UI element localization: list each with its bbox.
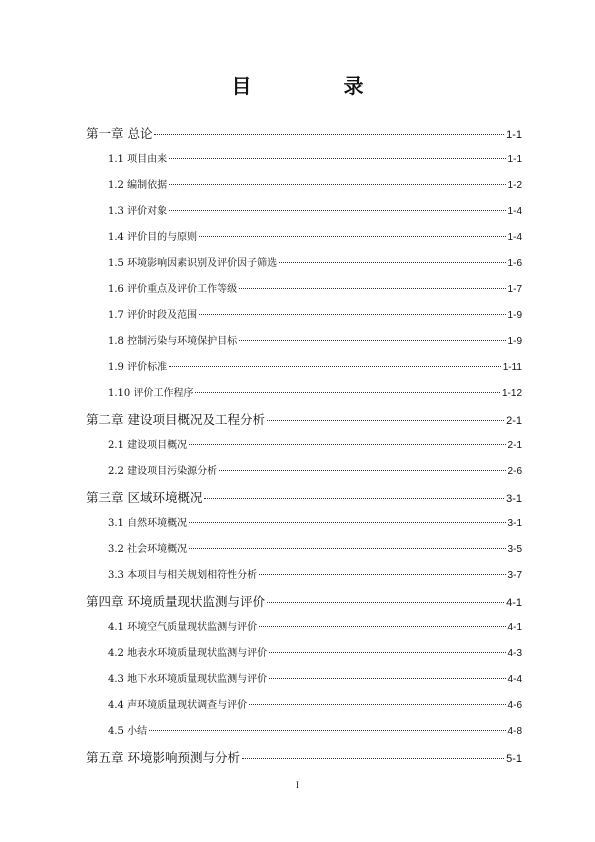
toc-entry-page-number: 4-1: [506, 597, 522, 609]
dot-leader: [189, 548, 505, 549]
toc-entry-label: 4.1 环境空气质量现状监测与评价: [108, 622, 258, 633]
page-title: 目 录: [231, 74, 400, 98]
dot-leader: [154, 134, 504, 135]
toc-entry-page-number: 1-4: [507, 232, 522, 243]
toc-section-entry: [86, 514, 522, 540]
toc-entry-label: 1.9 评价标准: [108, 362, 168, 373]
dot-leader: [169, 184, 505, 185]
toc-entry-page-number: 1-7: [507, 284, 522, 295]
dot-leader: [169, 210, 505, 211]
toc-entry-label: 1.1 项目由来: [108, 154, 168, 165]
toc-section-entry: [86, 254, 522, 280]
toc-entry-page-number: 4-8: [507, 726, 522, 737]
dot-leader: [204, 498, 504, 499]
toc-entry-label: 1.6 评价重点及评价工作等级: [108, 284, 238, 295]
toc-entry-page-number: 3-1: [506, 493, 522, 505]
toc-entry-page-number: 2-1: [507, 440, 522, 451]
toc-entry-label: 3.3 本项目与相关规划相符性分析: [108, 570, 258, 581]
toc-entry-label: 4.4 声环境质量现状调查与评价: [108, 700, 248, 711]
toc-entry-label: 4.3 地下水环境质量现状监测与评价: [108, 674, 268, 685]
dot-leader: [239, 288, 505, 289]
toc-entry-label: 第五章 环境影响预测与分析: [86, 750, 240, 765]
toc-entry-label: 4.5 小结: [108, 726, 148, 737]
toc-section-entry: [86, 670, 522, 696]
toc-entry-page-number: 2-6: [507, 466, 522, 477]
toc-section-entry: [86, 202, 522, 228]
toc-section-entry: [86, 150, 522, 176]
toc-entry-page-number: 1-9: [507, 336, 522, 347]
toc-section-entry: [86, 436, 522, 462]
toc-entry-page-number: 1-11: [502, 362, 522, 373]
toc-chapter-entry: [86, 488, 522, 514]
toc-entry-page-number: 1-1: [506, 129, 522, 141]
toc-entry-label: 1.5 环境影响因素识别及评价因子筛选: [108, 258, 278, 269]
toc-section-entry: [86, 306, 522, 332]
dot-leader: [259, 626, 505, 627]
toc-section-entry: [86, 696, 522, 722]
toc-entry-page-number: 3-5: [507, 544, 522, 555]
toc-chapter-entry: [86, 124, 522, 150]
dot-leader: [242, 758, 504, 759]
toc-entry-label: 第四章 环境质量现状监测与评价: [86, 594, 265, 609]
toc-entry-page-number: 4-4: [507, 674, 522, 685]
toc-section-entry: [86, 384, 522, 410]
dot-leader: [169, 158, 505, 159]
dot-leader: [189, 522, 505, 523]
toc-entry-page-number: 3-1: [507, 518, 522, 529]
toc-entry-page-number: 1-4: [507, 206, 522, 217]
toc-entry-label: 2.1 建设项目概况: [108, 440, 188, 451]
toc-entry-label: 1.8 控制污染与环境保护目标: [108, 336, 238, 347]
page-number-footer: I: [296, 780, 299, 790]
dot-leader: [219, 470, 505, 471]
toc-entry-page-number: 4-3: [507, 648, 522, 659]
dot-leader: [189, 444, 505, 445]
dot-leader: [169, 366, 501, 367]
toc-chapter-entry: [86, 410, 522, 436]
toc-entry-page-number: 1-1: [507, 154, 522, 165]
toc-entry-label: 1.7 评价时段及范围: [108, 310, 198, 321]
toc-entry-label: 1.10 评价工作程序: [108, 388, 194, 399]
toc-entry-label: 3.1 自然环境概况: [108, 518, 188, 529]
toc-entry-page-number: 4-6: [507, 700, 522, 711]
toc-section-entry: [86, 722, 522, 748]
toc-entry-page-number: 4-1: [507, 622, 522, 633]
toc-entry-label: 第三章 区域环境概况: [86, 490, 203, 505]
toc-entry-page-number: 1-2: [507, 180, 522, 191]
toc-entry-label: 第二章 建设项目概况及工程分析: [86, 412, 265, 427]
dot-leader: [199, 314, 505, 315]
dot-leader: [279, 262, 505, 263]
toc-entry-label: 1.2 编制依据: [108, 180, 168, 191]
dot-leader: [267, 602, 504, 603]
toc-section-entry: [86, 566, 522, 592]
toc-entry-page-number: 3-7: [507, 570, 522, 581]
dot-leader: [267, 420, 504, 421]
toc-section-entry: [86, 358, 522, 384]
dot-leader: [259, 574, 505, 575]
dot-leader: [199, 236, 505, 237]
toc-chapter-entry: [86, 592, 522, 618]
toc-entry-page-number: 1-12: [501, 388, 522, 399]
toc-entry-page-number: 5-1: [506, 753, 522, 765]
dot-leader: [249, 704, 505, 705]
dot-leader: [269, 652, 505, 653]
toc-section-entry: [86, 228, 522, 254]
toc-entry-label: 2.2 建设项目污染源分析: [108, 466, 218, 477]
toc-entry-page-number: 1-6: [507, 258, 522, 269]
dot-leader: [269, 678, 505, 679]
dot-leader: [195, 392, 500, 393]
toc-entry-label: 4.2 地表水环境质量现状监测与评价: [108, 648, 268, 659]
toc-entry-label: 3.2 社会环境概况: [108, 544, 188, 555]
toc-section-entry: [86, 176, 522, 202]
toc-section-entry: [86, 644, 522, 670]
dot-leader: [149, 730, 505, 731]
toc-chapter-entry: [86, 748, 522, 774]
toc-section-entry: [86, 280, 522, 306]
toc-entry-label: 1.3 评价对象: [108, 206, 168, 217]
toc-entry-label: 第一章 总论: [86, 126, 153, 141]
toc-section-entry: [86, 618, 522, 644]
dot-leader: [239, 340, 505, 341]
toc-section-entry: [86, 540, 522, 566]
toc-section-entry: [86, 462, 522, 488]
toc-section-entry: [86, 332, 522, 358]
toc-entry-page-number: 1-9: [507, 310, 522, 321]
table-of-contents: [86, 124, 522, 774]
toc-entry-page-number: 2-1: [506, 415, 522, 427]
toc-entry-label: 1.4 评价目的与原则: [108, 232, 198, 243]
